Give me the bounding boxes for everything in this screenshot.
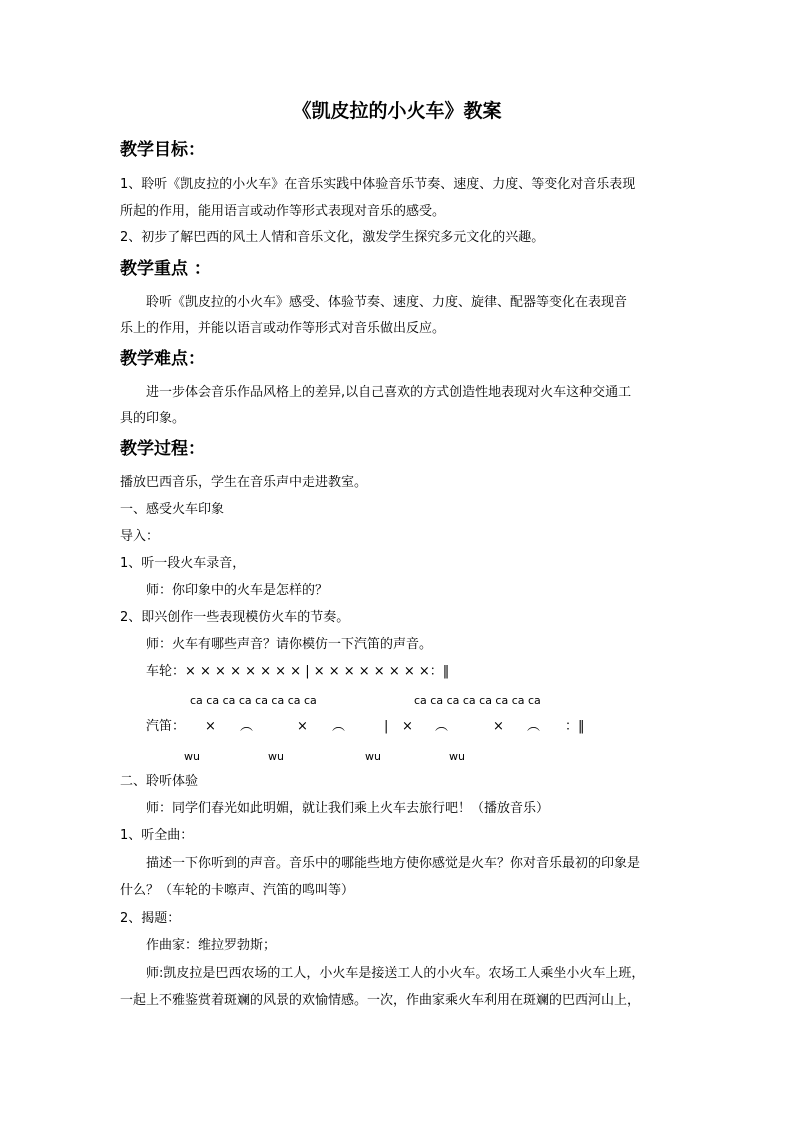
teacher-line-3: 师：同学们春光如此明媚，就让我们乘上火车去旅行吧！（播放音乐） <box>146 801 550 816</box>
wheel-syllables-1: ca ca ca ca ca ca ca ca <box>190 694 317 707</box>
whistle-tie: ︵ <box>435 719 449 734</box>
step-2: 2、即兴创作一些表现模仿火车的节奏。 <box>120 610 350 625</box>
teacher-question-2: 师：火车有哪些声音？请你模仿一下汽笛的声音。 <box>146 637 433 652</box>
section-2-title: 二、聆听体验 <box>120 774 199 789</box>
page-title: 《凯皮拉的小火车》教案 <box>292 100 502 122</box>
heading-key-points: 教学重点 ： <box>120 259 211 279</box>
wheel-rhythm: 车轮：× × × × × × × × | × × × × × × × ×：‖ <box>146 664 450 679</box>
section-1-title: 一、感受火车印象 <box>120 502 225 517</box>
heading-process: 教学过程： <box>120 439 205 459</box>
goal-1-line-1: 1、聆听《凯皮拉的小火车》在音乐实践中体验音乐节奏、速度、力度、等变化对音乐表现 <box>120 177 636 192</box>
describe-line-2: 什么？（车轮的卡嚓声、汽笛的鸣叫等） <box>120 883 355 898</box>
whistle-label: 汽笛： <box>146 719 186 734</box>
lead-in-label: 导入： <box>120 529 160 544</box>
difficulty-line-1: 进一步体会音乐作品风格上的差异,以自己喜欢的方式创造性地表现对火车这种交通工 <box>146 385 632 400</box>
whistle-tie: ︵ <box>332 719 346 734</box>
whistle-note: × <box>297 719 308 734</box>
teacher-question-1: 师：你印象中的火车是怎样的？ <box>146 583 329 598</box>
heading-teaching-goals: 教学目标： <box>120 140 205 160</box>
key-line-1: 聆听《凯皮拉的小火车》感受、体验节奏、速度、力度、旋律、配器等变化在表现音 <box>146 295 628 310</box>
goal-1-line-2: 所起的作用，能用语言或动作等形式表现对音乐的感受。 <box>120 204 446 219</box>
composer-line: 作曲家：维拉罗勃斯； <box>146 938 277 953</box>
step-1: 1、听一段火车录音， <box>120 556 246 571</box>
whistle-tie: ︵ <box>240 719 254 734</box>
whistle-note: × <box>402 719 413 734</box>
whistle-note: × <box>205 719 216 734</box>
whistle-syllable: wu <box>184 750 200 763</box>
heading-difficulties: 教学难点： <box>120 349 205 369</box>
whistle-tie: ︵ <box>527 719 541 734</box>
whistle-syllable: wu <box>365 750 381 763</box>
goal-2: 2、初步了解巴西的风土人情和音乐文化，激发学生探究多元文化的兴趣。 <box>120 230 545 245</box>
whistle-note: × <box>493 719 504 734</box>
difficulty-line-2: 具的印象。 <box>120 411 186 426</box>
step-listen-full: 1、听全曲： <box>120 828 194 843</box>
process-intro: 播放巴西音乐，学生在音乐声中走进教室。 <box>120 475 368 490</box>
whistle-syllable: wu <box>449 750 465 763</box>
key-line-2: 乐上的作用，并能以语言或动作等形式对音乐做出反应。 <box>120 321 446 336</box>
bar-line: | <box>384 719 389 734</box>
whistle-syllable: wu <box>268 750 284 763</box>
story-line-1: 师:凯皮拉是巴西农场的工人，小火车是接送工人的小火车。农场工人乘坐小火车上班， <box>146 966 645 981</box>
step-reveal: 2、揭题： <box>120 911 181 926</box>
wheel-syllables-2: ca ca ca ca ca ca ca ca <box>414 694 541 707</box>
story-line-2: 一起上不雅鉴赏着斑斓的风景的欢愉情感。一次，作曲家乘火车利用在斑斓的巴西河山上， <box>120 993 641 1008</box>
repeat-end: ：‖ <box>565 719 585 734</box>
describe-line-1: 描述一下你听到的声音。音乐中的哪能些地方使你感觉是火车？你对音乐最初的印象是 <box>146 856 641 871</box>
